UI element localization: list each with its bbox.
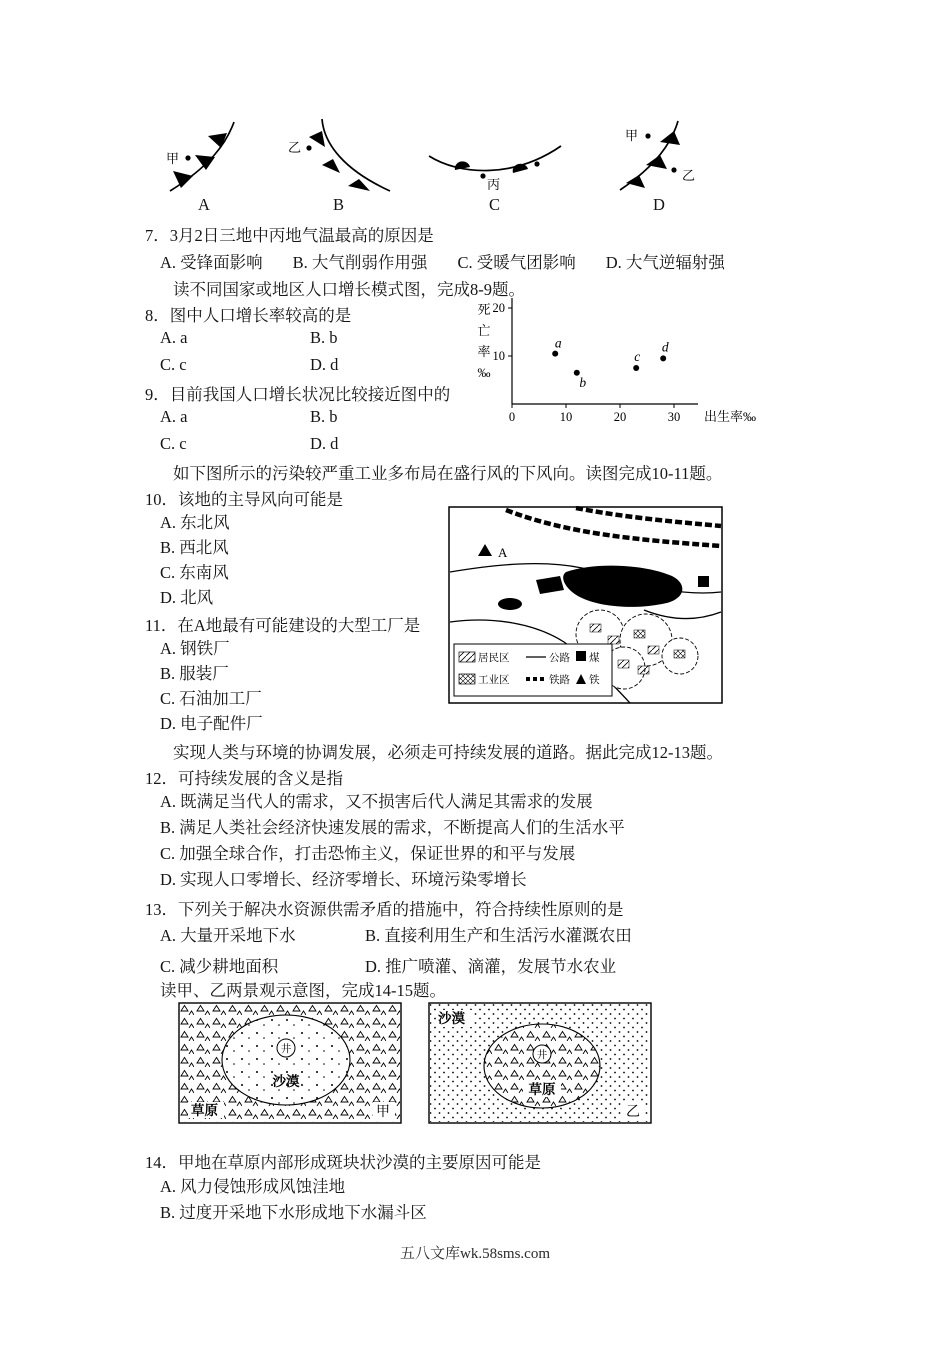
landscape-figure-jia [178, 1002, 402, 1124]
legend-road-label: 公路 [549, 653, 570, 664]
front-diagram-a [158, 118, 253, 196]
svg-text:b: b [579, 374, 587, 390]
air-mass-yi-label: 乙 [682, 168, 696, 183]
option: A. 钢铁厂 [160, 639, 230, 658]
svg-text:‰: ‰ [477, 365, 491, 380]
option: B. b [310, 328, 338, 347]
legend-iron-label: 铁 [589, 675, 600, 686]
legend-railway-label: 铁路 [549, 675, 570, 686]
cold-front-figure-a [158, 118, 253, 196]
front-label-c: C [489, 195, 501, 214]
legend-residential-label: 居民区 [478, 653, 510, 664]
front-label-d: D [653, 195, 665, 214]
question-9-stem: 9．目前我国人口增长状况比较接近图中的 [145, 385, 451, 404]
option: A. 东北风 [160, 513, 230, 532]
front-label-a: A [198, 195, 210, 214]
legend-industrial-label: 工业区 [478, 675, 510, 686]
option: D. d [310, 434, 339, 453]
scatter-plot [468, 292, 778, 450]
desert-label: 沙漠 [272, 1074, 300, 1089]
map-legend [454, 644, 612, 696]
option: A. a [160, 328, 188, 347]
svg-text:10: 10 [492, 349, 505, 363]
option: B. 过度开采地下水形成地下水漏斗区 [160, 1203, 427, 1222]
question-8-options [160, 328, 460, 375]
option: C. 东南风 [160, 563, 229, 582]
intro-10-11: 如下图所示的污染较严重工业多布局在盛行风的下风向。读图完成10-11题。 [173, 464, 723, 483]
cold-front-figure-d [612, 118, 712, 196]
svg-text:亡: 亡 [477, 323, 491, 338]
question-7-options [160, 249, 725, 273]
front-diagram-c [425, 132, 565, 190]
landscape-jia-svg [178, 1002, 402, 1124]
figure-tag: 甲 [376, 1105, 390, 1120]
svg-text:c: c [634, 349, 641, 364]
landscape-yi-svg [428, 1002, 652, 1124]
question-13-stem: 13．下列关于解决水资源供需矛盾的措施中，符合持续性原则的是 [145, 900, 624, 919]
front-diagram-d [612, 118, 712, 196]
question-13-options [160, 922, 632, 977]
population-growth-chart [468, 292, 778, 450]
air-mass-yi-label: 乙 [288, 140, 302, 155]
option: D. 北风 [160, 588, 214, 607]
front-diagram-b [282, 116, 397, 196]
question-10-stem: 10．该地的主导风向可能是 [145, 490, 343, 509]
svg-text:死: 死 [477, 302, 491, 317]
question-14-options [160, 1176, 427, 1224]
question-10-options [160, 512, 230, 608]
legend-residential-swatch [459, 652, 475, 662]
option: C. 石油加工厂 [160, 689, 262, 708]
legend-coal-symbol [576, 651, 586, 661]
option: C. 受暖气团影响 [457, 253, 576, 272]
question-11-stem: 11．在A地最有可能建设的大型工厂是 [145, 616, 421, 635]
option: C. c [160, 434, 187, 453]
legend-coal-label: 煤 [589, 653, 600, 664]
cold-front-figure-b [282, 116, 397, 196]
grassland-label: 草原 [191, 1103, 218, 1118]
option: D. d [310, 355, 339, 374]
svg-text:30: 30 [667, 410, 681, 424]
well-label: 井 [280, 1044, 292, 1055]
intro-8-9: 读不同国家或地区人口增长模式图，完成8-9题。 [173, 280, 525, 299]
desert-label: 沙漠 [438, 1011, 465, 1026]
option: B. 大气削弱作用强 [292, 253, 428, 272]
option: A. a [160, 407, 188, 426]
question-12-options [160, 791, 625, 891]
svg-text:20: 20 [613, 410, 627, 424]
svg-text:a: a [554, 335, 562, 351]
industrial-layout-map [448, 506, 723, 704]
option: C. c [160, 355, 187, 374]
intro-14-15: 读甲、乙两景观示意图，完成14-15题。 [160, 981, 446, 1000]
svg-text:出生率‰: 出生率‰ [704, 409, 757, 424]
svg-text:d: d [661, 339, 669, 355]
question-14-stem: 14．甲地在草原内部形成斑块状沙漠的主要原因可能是 [145, 1153, 541, 1172]
option: B. 满足人类社会经济快速发展的需求，不断提高人们的生活水平 [160, 818, 625, 837]
option: D. 推广喷灌、滴灌，发展节水农业 [365, 957, 617, 976]
option: A. 既满足当代人的需求，又不损害后代人满足其需求的发展 [160, 792, 593, 811]
option: D. 电子配件厂 [160, 714, 263, 733]
landscape-figure-yi [428, 1002, 652, 1124]
option: B. b [310, 407, 338, 426]
option: B. 直接利用生产和生活污水灌溉农田 [365, 926, 632, 945]
built-up-area [498, 598, 522, 610]
figure-tag: 乙 [626, 1105, 640, 1120]
map-figure [448, 506, 723, 704]
option: C. 减少耕地面积 [160, 957, 279, 976]
well-label: 井 [536, 1050, 548, 1061]
location-a-label: A [498, 545, 508, 560]
front-label-b: B [333, 195, 345, 214]
warm-front-figure-c [425, 132, 565, 190]
question-8-stem: 8．图中人口增长率较高的是 [145, 306, 352, 325]
air-mass-jia-label: 甲 [625, 128, 639, 143]
air-mass-jia-label: 甲 [166, 151, 180, 166]
svg-text:20: 20 [492, 301, 505, 315]
option: A. 大量开采地下水 [160, 926, 296, 945]
svg-text:率: 率 [477, 344, 491, 359]
option: B. 西北风 [160, 538, 229, 557]
option: B. 服装厂 [160, 664, 229, 683]
question-7-stem: 7．3月2日三地中丙地气温最高的原因是 [145, 226, 434, 245]
option: A. 风力侵蚀形成风蚀洼地 [160, 1177, 346, 1196]
grassland-label: 草原 [528, 1082, 556, 1097]
footer-watermark: 五八文库wk.58sms.com [399, 1246, 550, 1262]
option: A. 受锋面影响 [160, 253, 263, 272]
option: C. 加强全球合作，打击恐怖主义，保证世界的和平与发展 [160, 844, 576, 863]
intro-12-13: 实现人类与环境的协调发展，必须走可持续发展的道路。据此完成12-13题。 [173, 743, 723, 762]
legend-industrial-swatch [459, 674, 475, 684]
coal-marker-icon [698, 576, 709, 587]
question-12-stem: 12．可持续发展的含义是指 [145, 769, 343, 788]
svg-text:10: 10 [559, 410, 573, 424]
air-mass-bing-label: 丙 [487, 177, 501, 190]
option: D. 大气逆辐射强 [605, 253, 725, 272]
svg-text:0: 0 [508, 410, 516, 424]
option: D. 实现人口零增长、经济零增长、环境污染零增长 [160, 870, 527, 889]
question-11-options [160, 638, 263, 734]
question-9-options [160, 407, 460, 454]
